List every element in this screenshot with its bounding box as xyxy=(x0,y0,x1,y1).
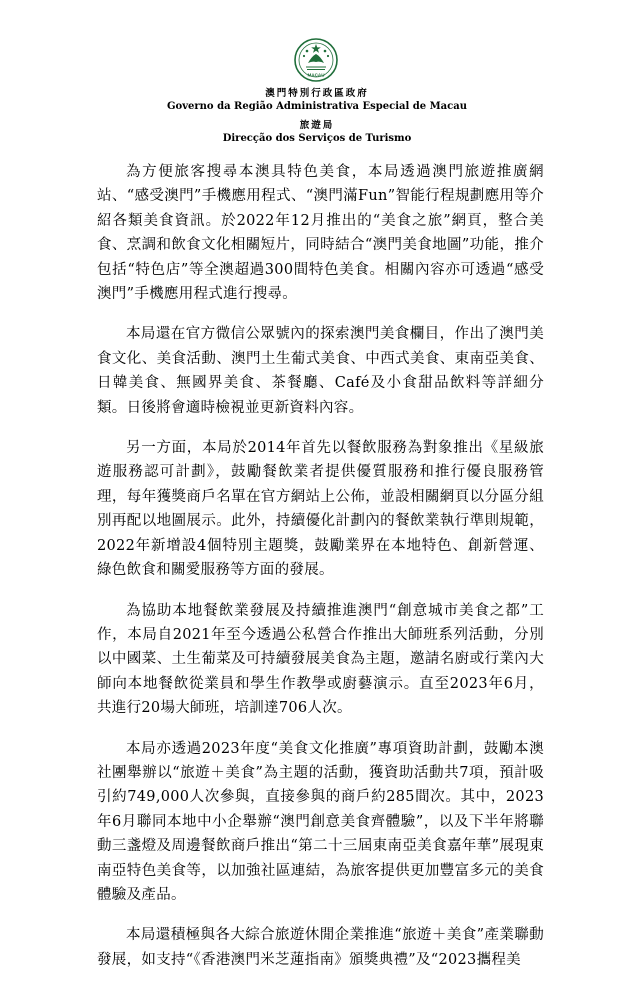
macau-emblem-icon xyxy=(290,36,342,84)
letterhead xyxy=(0,87,634,145)
paragraph: 為方便旅客搜尋本澳具特色美食，本局透過澳門旅遊推廣網站、“感受澳門”手機應用程式、“澳門滿Fun”智能行程規劃應用等介紹各類美食資訊。於2022年12月推出的“美食之旅”網頁，整合美食、烹調和飲食文化相關短片，同時結合“澳門美食地圖”功能，推介包括“特色店”等全澳超過300間特色美食。相關內容亦可透過“感受澳門”手機應用程式進行搜尋。 xyxy=(97,164,544,303)
paragraph: 為協助本地餐飲業發展及持續推進澳門“創意城市美食之都”工作，本局自2021年至今透過公私營合作推出大師班系列活動，分別以中國菜、土生葡菜及可持續發展美食為主題，邀請名廚或行業內大師向本地餐飲從業員和學生作教學或廚藝演示。直至2023年6月，共進行20場大師班，培訓達706人次。 xyxy=(97,602,544,717)
emblem-text: MACAU xyxy=(307,72,325,78)
paragraph: 本局還積極與各大綜合旅遊休閒企業推進“旅遊＋美食”產業聯動發展，如支持“《香港澳門米芝蓮指南》頒獎典禮”及“2023攜程美 xyxy=(97,927,544,968)
department-name-pt: Direcção dos Serviços de Turismo xyxy=(222,133,412,144)
paragraph: 本局還在官方微信公眾號內的探索澳門美食欄目，作出了澳門美食文化、美食活動、澳門土生葡式美食、中西式美食、東南亞美食、日韓美食、無國界美食、茶餐廳、Café及小食甜品飲料等詳細分類。日後將會適時檢視並更新資料內容。 xyxy=(97,326,544,416)
paragraph: 本局亦透過2023年度“美食文化推廣”專項資助計劃，鼓勵本澳社團舉辦以“旅遊＋美食”為主題的活動，獲資助活動共7項，預計吸引約749,000人次參與，直接參與的商戶約285間次。其中，2023年6月聯同本地中小企舉辦“澳門創意美食齊體驗”，以及下半年將聯動三盞燈及周邊餐飲商戶推出“第二十三屆東南亞美食嘉年華”展現東南亞特色美食等，以加強社區連結，為旅客提供更加豐富多元的美食體驗及產品。 xyxy=(97,740,544,903)
government-name-pt: Governo da Região Administrativa Especial de Macau xyxy=(167,101,467,112)
department-name-zh: 旅遊局 xyxy=(299,120,335,131)
government-name-zh: 澳門特別行政區政府 xyxy=(265,88,369,99)
paragraph: 另一方面，本局於2014年首先以餐飲服務為對象推出《星級旅遊服務認可計劃》，鼓勵餐飲業者提供優質服務和推行優良服務管理，每年獲獎商戶名單在官方網站上公佈，並設相關網頁以分區分組別再配以地圖展示。此外，持續優化計劃內的餐飲業執行準則規範，2022年新增設4個特別主題獎，鼓勵業界在本地特色、創新營運、綠色飲食和關愛服務等方面的發展。 xyxy=(97,440,544,579)
document-body xyxy=(97,160,544,988)
